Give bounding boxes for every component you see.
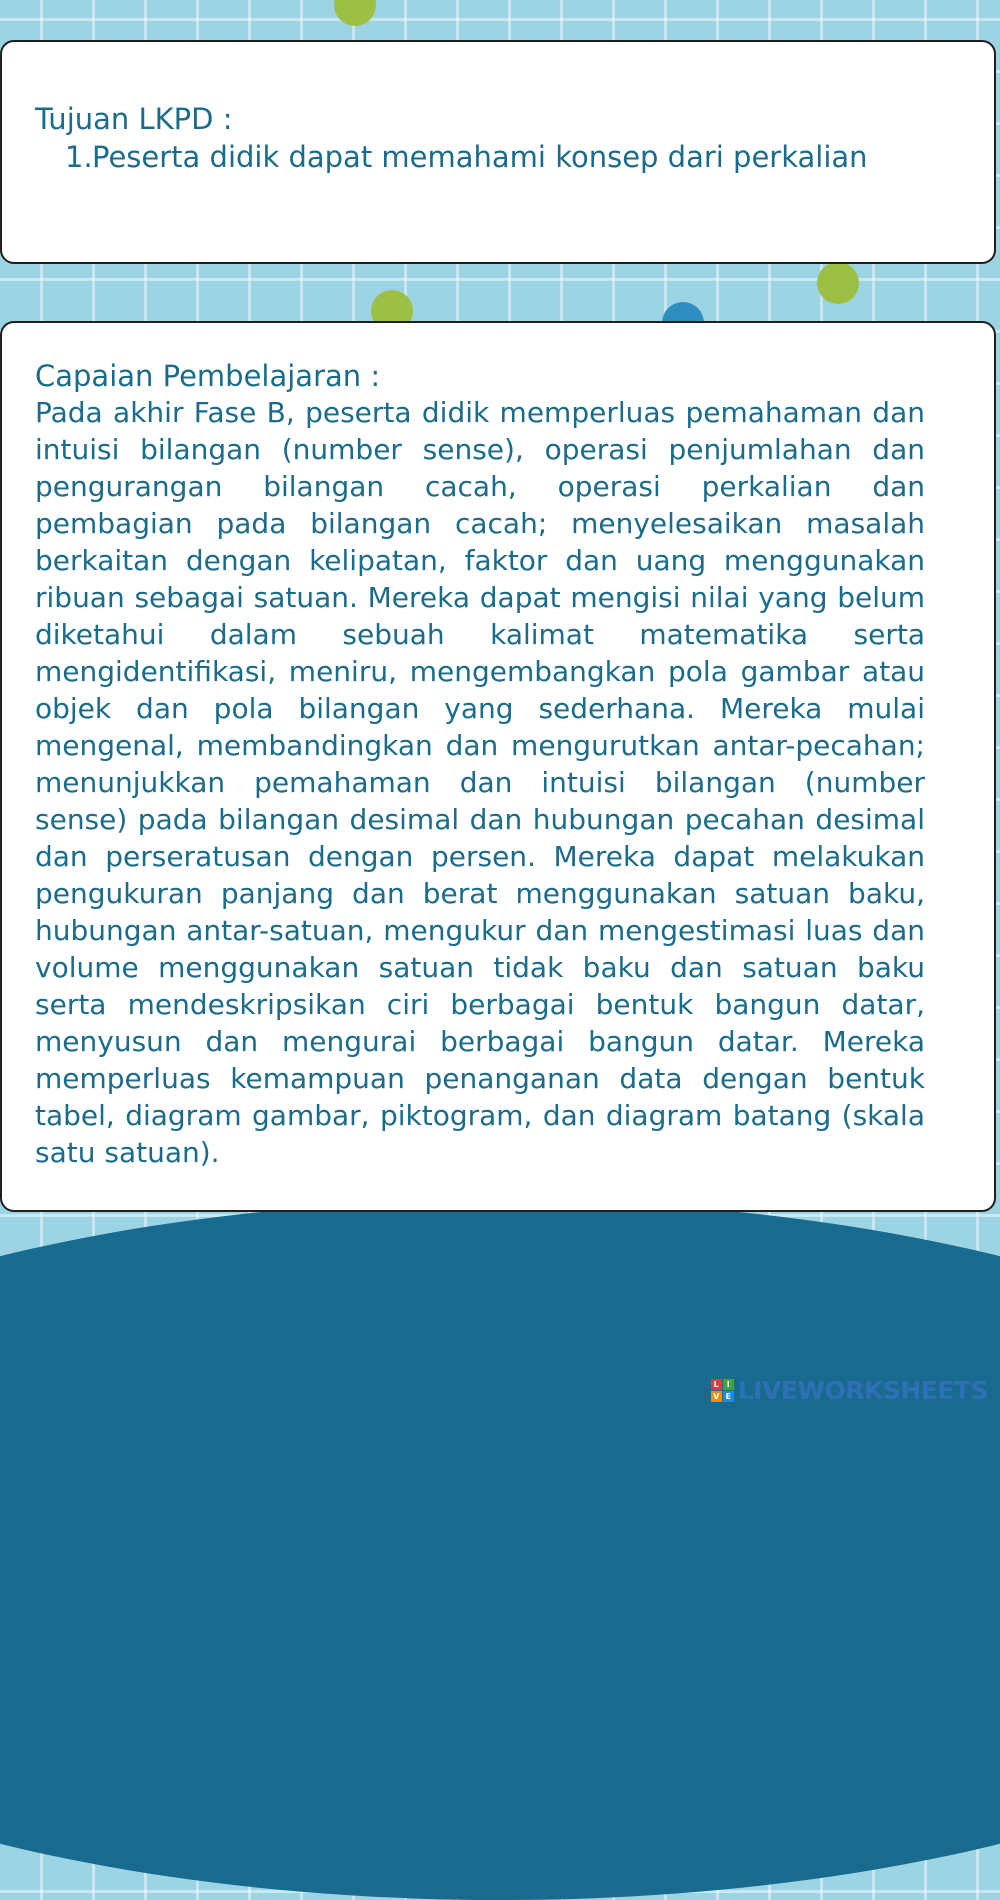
goal-list <box>65 138 945 176</box>
decorative-dot <box>817 262 859 304</box>
goal-item-number: 1. <box>65 140 93 174</box>
goal-title: Tujuan LKPD : <box>35 102 233 136</box>
goal-item-text: Peserta didik dapat memahami konsep dari perkalian <box>92 140 868 174</box>
decorative-dot <box>334 0 376 26</box>
logo-letter: I <box>723 1379 734 1390</box>
liveworksheets-logo <box>711 1376 988 1405</box>
learning-outcomes-body: Pada akhir Fase B, peserta didik memperluas pemahaman dan intuisi bilangan (number sense), operasi penjumlahan dan pengurangan bilangan cacah, operasi perkalian dan pembagian pada bilangan cacah; menyelesaikan masalah berkaitan dengan kelipatan, faktor dan uang menggunakan ribuan sebagai satuan. Mereka dapat mengisi nilai yang belum diketahui dalam sebuah kalimat matematika serta mengidentifikasi, meniru, mengembangkan pola gambar atau objek dan pola bilangan yang sederhana. Mereka mulai mengenal, membandingkan dan mengurutkan antar-pecahan; menunjukkan pemahaman dan intuisi bilangan (number sense) pada bilangan desimal dan hubungan pecahan desimal dan perseratusan dengan persen. Mereka dapat melakukan pengukuran panjang dan berat menggunakan satuan baku, hubungan antar-satuan, mengukur dan mengestimasi luas dan volume menggunakan satuan tidak baku dan satuan baku serta mendeskripsikan ciri berbagai bentuk bangun datar, menyusun dan mengurai berbagai bangun datar. Mereka memperluas kemampuan penanganan data dengan bentuk tabel, diagram gambar, piktogram, dan diagram batang (skala satu satuan). <box>35 396 925 1169</box>
logo-letter: L <box>711 1379 722 1390</box>
logo-letter: V <box>711 1391 722 1402</box>
logo-letter: E <box>723 1391 734 1402</box>
logo-icon <box>711 1379 734 1402</box>
goal-item <box>65 138 945 176</box>
background-wave <box>0 1200 1000 1900</box>
logo-text: LIVEWORKSHEETS <box>737 1376 988 1405</box>
learning-outcomes-title: Capaian Pembelajaran : <box>35 359 381 393</box>
